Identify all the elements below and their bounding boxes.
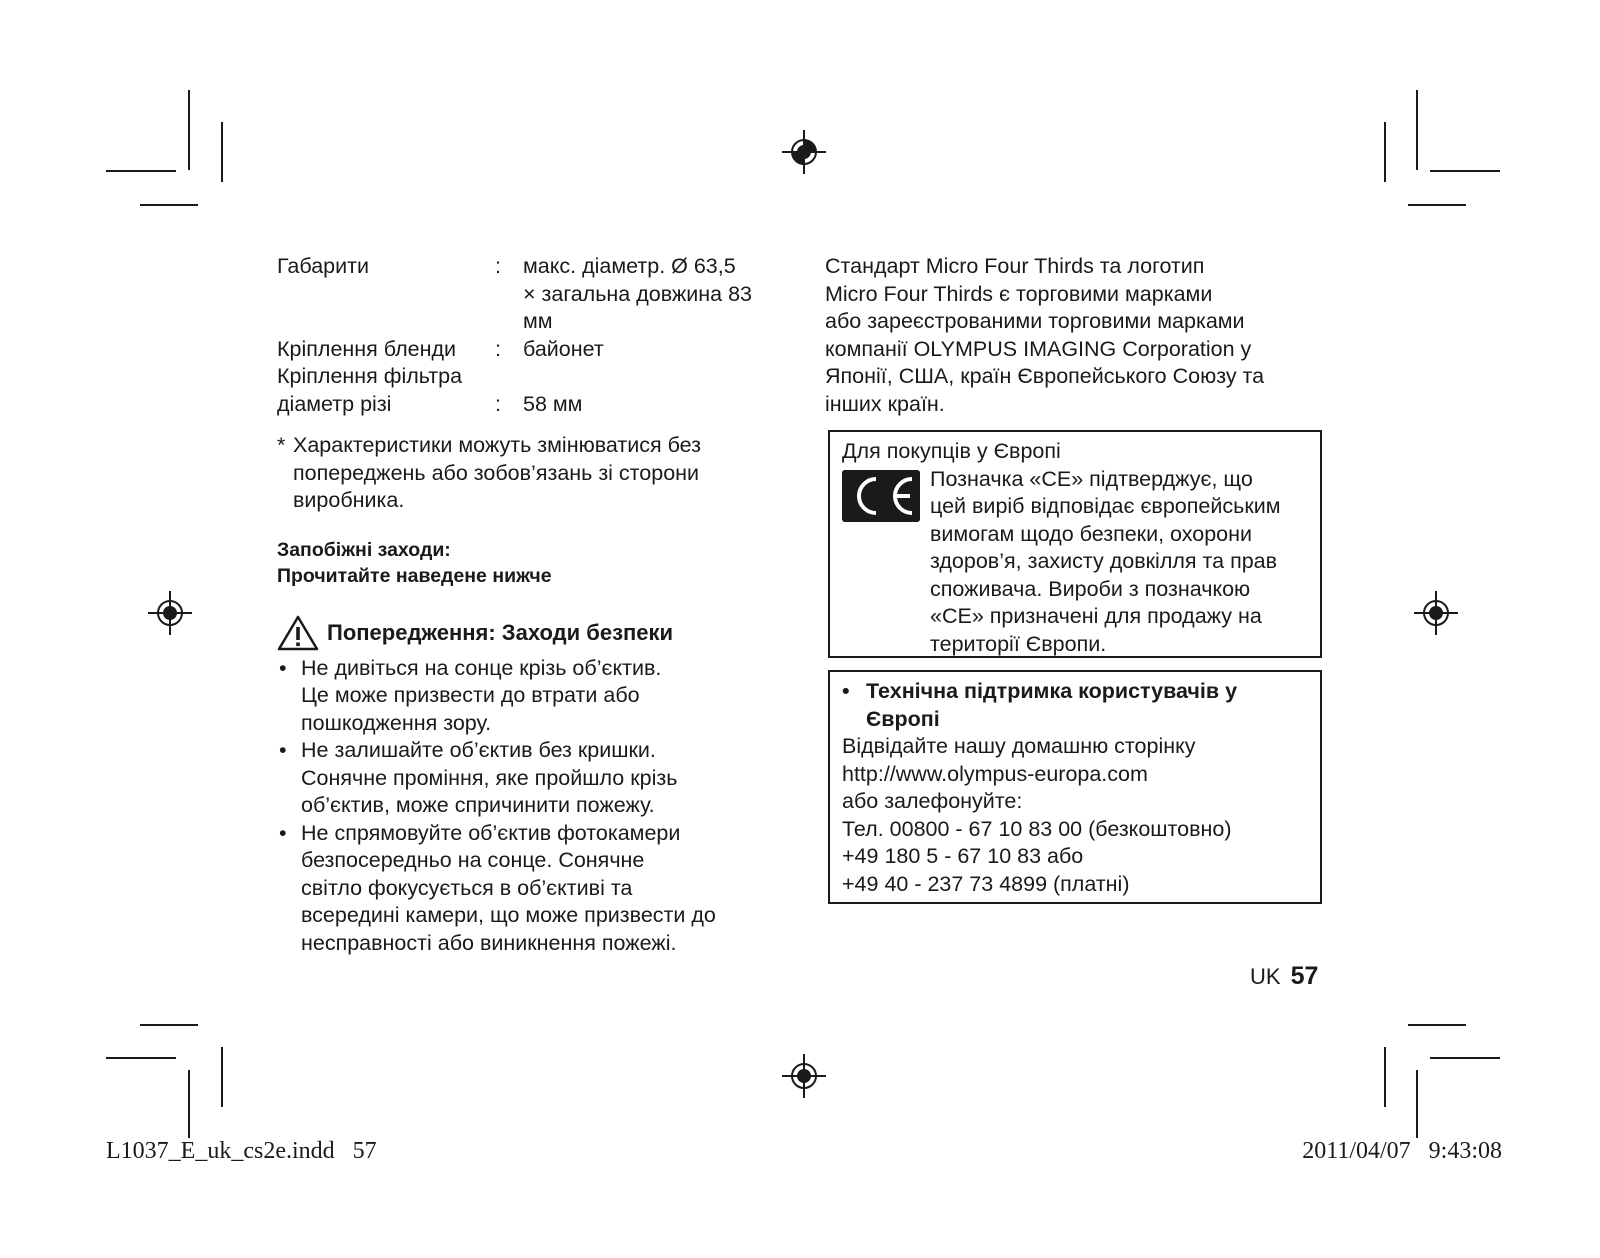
- crop-mark: [188, 90, 190, 170]
- trademark-line: Micro Four Thirds є торговими марками: [825, 281, 1213, 306]
- support-phone: Тел. 00800 - 67 10 83 00 (безкоштовно): [842, 816, 1232, 841]
- bullet: •: [279, 738, 287, 762]
- bullet: •: [842, 679, 850, 703]
- crop-mark: [188, 1070, 190, 1138]
- list-item-line: Це може призвести до втрати або: [301, 683, 640, 707]
- spec-row: [277, 363, 777, 391]
- trademark-line: компанії OLYMPUS IMAGING Corporation у: [825, 336, 1252, 361]
- list-item-line: Не спрямовуйте об’єктив фотокамери: [301, 820, 681, 845]
- footnote-line: Характеристики можуть змінюватися без: [293, 433, 701, 457]
- spec-value: [523, 363, 777, 391]
- spec-value-line: мм: [523, 309, 553, 333]
- slug-left: L1037_E_uk_cs2e.indd 57: [106, 1138, 377, 1164]
- registration-mark-icon: [1414, 591, 1458, 635]
- europe-box-heading: Для покупців у Європі: [842, 439, 1061, 463]
- support-phone: +49 180 5 - 67 10 83 або: [842, 844, 1084, 868]
- spec-colon: :: [495, 391, 501, 416]
- spec-label: Кріплення фільтра: [277, 364, 463, 388]
- spec-colon: :: [495, 336, 501, 361]
- precautions-line: Запобіжні заходи:: [277, 538, 451, 561]
- page-number: [1250, 962, 1318, 991]
- list-item-line: безпосередньо на сонце. Сонячне: [301, 848, 645, 872]
- support-line: Відвідайте нашу домашню сторінку: [842, 734, 1196, 758]
- spec-row: [277, 253, 777, 336]
- europe-box-line: споживача. Вироби з позначкою: [930, 576, 1251, 601]
- support-heading-line: Європі: [866, 706, 940, 731]
- crop-mark: [221, 122, 223, 182]
- trademark-line: Японії, США, країн Європейського Союзу та: [825, 364, 1265, 388]
- bullet: •: [279, 820, 287, 845]
- spec-colon: :: [495, 254, 501, 278]
- spec-value: [523, 253, 777, 336]
- crop-mark: [1384, 122, 1386, 182]
- page-num: 57: [1290, 962, 1319, 990]
- trademark-line: Стандарт Micro Four Thirds та логотип: [825, 254, 1205, 278]
- crop-mark: [1416, 1070, 1418, 1138]
- europe-box-line: Позначка «CE» підтверджує, що: [930, 466, 1253, 491]
- list-item-line: об’єктив, може спричинити пожежу.: [301, 793, 655, 817]
- crop-mark: [106, 1057, 176, 1059]
- europe-box-line: цей виріб відповідає європейським: [930, 494, 1281, 518]
- crop-mark: [1408, 204, 1466, 206]
- spec-colon: [495, 363, 523, 391]
- registration-mark-icon: [148, 591, 192, 635]
- spec-value-line: макс. діаметр. Ø 63,5: [523, 254, 736, 278]
- registration-mark-icon: [782, 1054, 826, 1098]
- list-item-line: Не залишайте об’єктив без кришки.: [301, 738, 656, 762]
- list-item-line: Не дивіться на сонце крізь об’єктив.: [301, 655, 662, 680]
- support-url[interactable]: http://www.olympus-europa.com: [842, 761, 1148, 786]
- spec-value: 58 мм: [523, 391, 583, 416]
- bullet: •: [279, 655, 287, 680]
- spec-row: [277, 336, 777, 364]
- list-item: [277, 737, 777, 820]
- crop-mark: [1430, 1057, 1500, 1059]
- warning-triangle-icon: [277, 615, 319, 651]
- spec-label: діаметр різі: [277, 391, 392, 416]
- support-line: або залефонуйте:: [842, 789, 1023, 813]
- list-item-line: несправності або виникнення пожежі.: [301, 930, 677, 955]
- list-item-line: пошкодження зору.: [301, 710, 492, 735]
- left-column: [277, 253, 777, 957]
- trademark-paragraph: [825, 253, 1325, 418]
- europe-box: [828, 430, 1322, 658]
- warning-title: Попередження: Заходи безпеки: [327, 619, 674, 645]
- crop-mark: [1416, 90, 1418, 170]
- list-item-line: Сонячне проміння, яке пройшло крізь: [301, 765, 678, 790]
- trademark-line: інших країн.: [825, 391, 945, 416]
- list-item-line: всередині камери, що може призвести до: [301, 903, 716, 927]
- slug-right: 2011/04/07 9:43:08: [1302, 1138, 1502, 1164]
- crop-mark: [1408, 1024, 1466, 1026]
- europe-box-text: [930, 466, 1281, 659]
- support-heading-line: Технічна підтримка користувачів у: [866, 679, 1238, 703]
- warning-heading: [277, 615, 777, 651]
- footnote-text: [293, 432, 701, 515]
- europe-box-line: «CE» призначені для продажу на: [930, 604, 1262, 628]
- ce-logo-icon: [842, 470, 920, 522]
- spec-value: байонет: [523, 336, 604, 361]
- europe-box-line: вимогам щодо безпеки, охорони: [930, 521, 1253, 546]
- precautions-heading: [277, 537, 777, 589]
- warning-list: [277, 655, 777, 958]
- crop-mark: [221, 1047, 223, 1107]
- crop-mark: [140, 204, 198, 206]
- footnote: [277, 432, 777, 515]
- europe-box-line: території Європи.: [930, 631, 1107, 656]
- list-item: [277, 820, 777, 958]
- trademark-line: або зареєстрованими торговими марками: [825, 309, 1245, 333]
- precautions-line: Прочитайте наведене нижче: [277, 564, 552, 587]
- page-lang: UK: [1250, 964, 1281, 989]
- support-box: [828, 670, 1322, 904]
- spec-row: [277, 391, 777, 419]
- registration-mark-icon: [782, 130, 826, 174]
- support-box-heading: [842, 678, 1308, 733]
- crop-mark: [1430, 170, 1500, 172]
- spec-value-line: × загальна довжина 83: [523, 281, 753, 306]
- crop-mark: [140, 1024, 198, 1026]
- support-phone: +49 40 - 237 73 4899 (платні): [842, 871, 1130, 896]
- crop-mark: [106, 170, 176, 172]
- spec-label: Кріплення бленди: [277, 336, 457, 361]
- list-item-line: світло фокусується в об’єктиві та: [301, 875, 633, 900]
- footnote-star: *: [277, 433, 286, 457]
- crop-mark: [1384, 1047, 1386, 1107]
- europe-box-line: здоров’я, захисту довкілля та прав: [930, 549, 1278, 573]
- footnote-line: попереджень або зобов’язань зі сторони: [293, 460, 700, 485]
- spec-label: Габарити: [277, 254, 369, 278]
- footnote-line: виробника.: [293, 488, 405, 512]
- list-item: [277, 655, 777, 738]
